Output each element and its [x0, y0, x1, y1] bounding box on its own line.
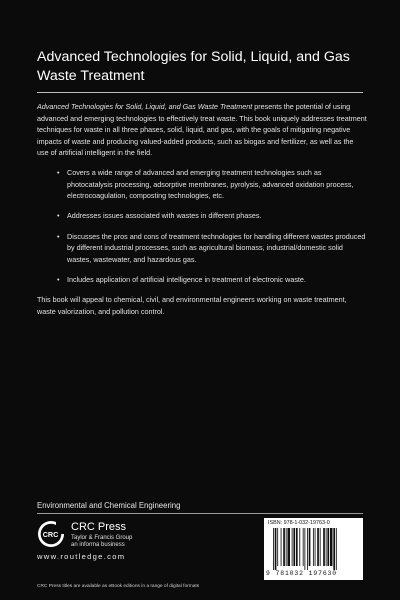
bullet-icon: • [57, 274, 60, 284]
intro-paragraph [37, 101, 367, 159]
closing-paragraph: This book will appeal to chemical, civil, and environmental engineers working on waste treatment, waste valorization, and pollution control. [37, 295, 347, 316]
barcode-panel [264, 518, 363, 580]
intro-text: presents the potential of using advanced and emerging technologies to effectively treat waste. This book uniquely addresses treatment techniques for waste in all three phases, solid, liquid, and gas, with the goals of mitigating negative impacts of waste and producing valued-added products, such as biogas and fertilizer, as well as the use of artificial intelligent in the field. [37, 102, 367, 158]
crc-press-logo-icon [37, 520, 65, 548]
barcode-icon [272, 528, 358, 570]
barcode-number: 9 781032 197630 [266, 570, 338, 577]
bullet-text: Includes application of artificial intelligence in treatment of electronic waste. [67, 274, 306, 284]
bullet-text: Covers a wide range of advanced and emerging treatment technologies such as photocatalysis processing, adsorptive membranes, pyrolysis, advanced oxidation process, electrocoagulation, composting technologies, etc. [67, 167, 354, 201]
list-item [57, 231, 367, 266]
back-cover-description [37, 101, 367, 317]
bullet-icon: • [57, 211, 60, 221]
title-divider [37, 92, 363, 93]
feature-list [37, 167, 367, 286]
bullet-text: Addresses issues associated with wastes in different phases. [67, 211, 262, 221]
subject-category: Environmental and Chemical Engineering [37, 501, 181, 510]
logo-text: CRC [42, 530, 59, 539]
publisher-group: Taylor & Francis Group [71, 534, 133, 541]
bullet-icon: • [57, 231, 60, 241]
bullet-icon: • [57, 167, 60, 177]
publisher-business: an informa business [71, 542, 125, 548]
bullet-text: Discusses the pros and cons of treatment technologies for handling different wastes produced by different industrial processes, such as agricultural biomass, industrial/domestic solid wastes, wastewater, and hazardous gas. [67, 231, 366, 264]
publisher-name: CRC Press [71, 521, 127, 533]
list-item [57, 210, 367, 222]
publisher-url: www.routledge.com [37, 552, 126, 561]
publisher-block [37, 520, 167, 580]
intro-book-title: Advanced Technologies for Solid, Liquid, and Gas Waste Treatment [37, 102, 253, 111]
list-item [57, 274, 367, 286]
list-item [57, 167, 367, 202]
isbn-label: ISBN: 978-1-032-19763-0 [268, 520, 330, 526]
bottom-divider [37, 513, 363, 514]
book-title: Advanced Technologies for Solid, Liquid, and Gas Waste Treatment [37, 49, 350, 84]
ebook-footnote: CRC Press titles are available as eBook editions in a range of digital formats [37, 584, 200, 589]
